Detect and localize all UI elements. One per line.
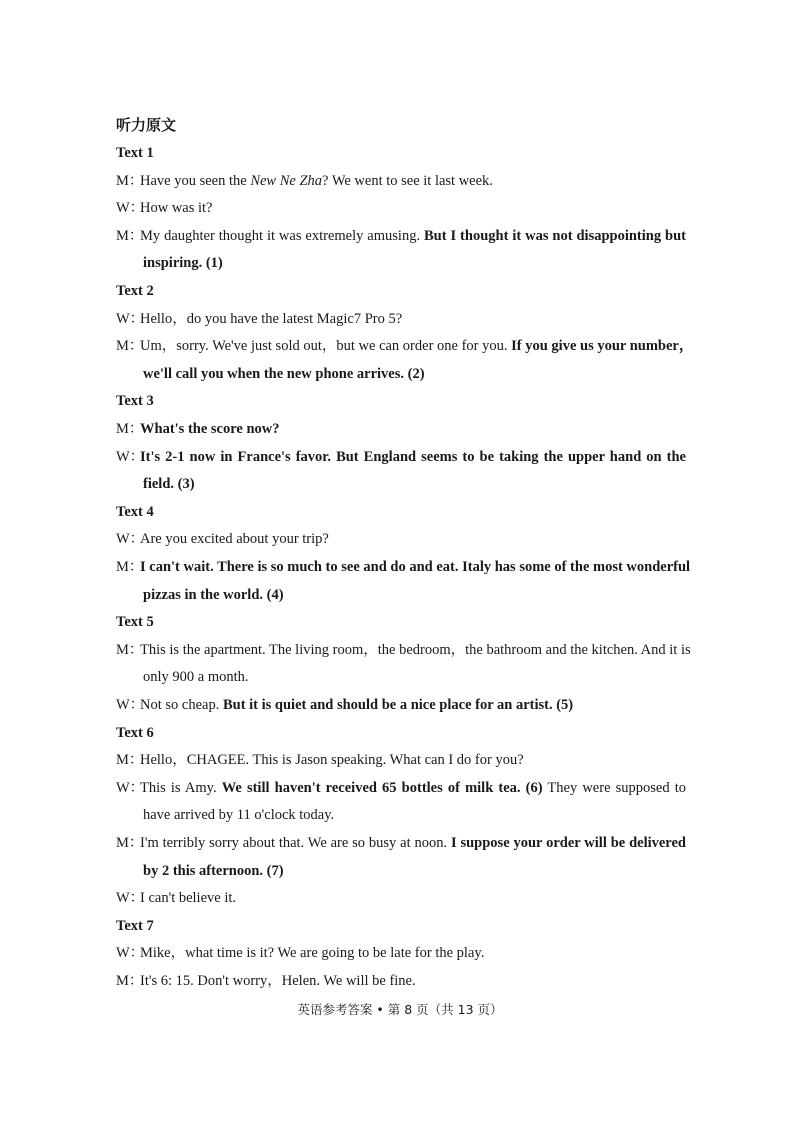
bold-answer-text: If you give us your number， (511, 338, 694, 354)
bold-answer-text: we'll call you when the new phone arrives. (2) (143, 366, 425, 382)
italic-title-text: New Ne Zha (250, 173, 323, 189)
bold-answer-text: I suppose your order will be delivered (450, 835, 686, 851)
bold-answer-text: inspiring. (1) (143, 255, 223, 271)
dialogue-line (140, 310, 402, 328)
dialogue-line (140, 420, 280, 438)
text-section-title: Text 3 (116, 393, 154, 409)
text-section-title: Text 4 (116, 504, 154, 520)
page-heading: 听力原文 (116, 116, 177, 134)
speaker-label: M： (116, 559, 144, 575)
dialogue-line (140, 199, 213, 217)
dialogue-line (140, 530, 329, 548)
dialogue-text: Are you excited about your trip? (140, 531, 329, 547)
bold-answer-text: It's 2-1 now in France's favor. But England seems to be taking the upper hand on the (140, 449, 686, 465)
dialogue-text: ? We went to see it last week. (322, 173, 493, 189)
speaker-label: M： (116, 642, 144, 658)
bold-answer-text: by 2 this afternoon. (7) (143, 863, 284, 879)
dialogue-text: Have you seen the (140, 173, 251, 189)
dialogue-line (140, 172, 493, 190)
text-section-title: Text 1 (116, 145, 154, 161)
bold-answer-text: field. (3) (143, 476, 195, 492)
dialogue-continuation (143, 668, 249, 686)
dialogue-continuation (143, 806, 334, 824)
dialogue-continuation (143, 254, 223, 272)
dialogue-continuation (143, 475, 195, 493)
bold-answer-text: We still haven't received 65 bottles of milk tea. (6) (221, 780, 543, 796)
speaker-label: M： (116, 228, 144, 244)
dialogue-line (140, 779, 686, 797)
dialogue-line (140, 641, 691, 659)
dialogue-text: have arrived by 11 o'clock today. (143, 807, 335, 823)
dialogue-continuation (143, 586, 284, 604)
dialogue-text: Not so cheap. (140, 697, 223, 713)
dialogue-line (140, 696, 573, 714)
dialogue-text: Um，sorry. We've just sold out，but we can order one for you. (140, 338, 512, 354)
page-footer: 英语参考答案 • 第 8 页（共 13 页） (297, 1002, 503, 1017)
dialogue-text: They were supposed to (542, 780, 686, 796)
speaker-label: M： (116, 338, 144, 354)
dialogue-line (140, 558, 691, 576)
speaker-label: W： (116, 200, 145, 216)
bold-answer-text: But I thought it was not disappointing but (424, 228, 686, 244)
dialogue-line (140, 448, 686, 466)
dialogue-text: only 900 a month. (143, 669, 249, 685)
dialogue-continuation (143, 365, 425, 383)
dialogue-line (140, 972, 416, 990)
speaker-label: M： (116, 835, 144, 851)
dialogue-text: I'm terribly sorry about that. We are so busy at noon. (140, 835, 451, 851)
text-section-title: Text 6 (116, 725, 154, 741)
dialogue-line (140, 751, 524, 769)
dialogue-line (140, 227, 686, 245)
dialogue-text: Mike，what time is it? We are going to be late for the play. (140, 945, 485, 961)
dialogue-text: My daughter thought it was extremely amusing. (140, 228, 424, 244)
bold-answer-text: What's the score now? (140, 421, 280, 437)
dialogue-line (140, 337, 694, 355)
speaker-label: W： (116, 697, 145, 713)
bold-answer-text: I can't wait. There is so much to see and do and eat. Italy has some of the most wonderful (140, 559, 691, 575)
dialogue-continuation (143, 862, 284, 880)
dialogue-text: This is Amy. (140, 780, 222, 796)
bold-answer-text: pizzas in the world. (4) (143, 587, 284, 603)
speaker-label: M： (116, 973, 144, 989)
speaker-label: M： (116, 173, 144, 189)
dialogue-text: How was it? (140, 200, 213, 216)
bold-answer-text: But it is quiet and should be a nice place for an artist. (5) (222, 697, 574, 713)
speaker-label: W： (116, 449, 145, 465)
speaker-label: M： (116, 752, 144, 768)
dialogue-text: Hello，CHAGEE. This is Jason speaking. What can I do for you? (140, 752, 524, 768)
dialogue-text: Hello，do you have the latest Magic7 Pro 5? (140, 311, 403, 327)
speaker-label: M： (116, 421, 144, 437)
dialogue-text: It's 6: 15. Don't worry，Helen. We will be fine. (140, 973, 416, 989)
dialogue-line (140, 944, 484, 962)
dialogue-text: I can't believe it. (140, 890, 237, 906)
speaker-label: W： (116, 311, 145, 327)
speaker-label: W： (116, 531, 145, 547)
text-section-title: Text 7 (116, 918, 154, 934)
speaker-label: W： (116, 780, 145, 796)
speaker-label: W： (116, 945, 145, 961)
speaker-label: W： (116, 890, 145, 906)
dialogue-text: This is the apartment. The living room，the bedroom，the bathroom and the kitchen. And it is (140, 642, 691, 658)
text-section-title: Text 2 (116, 283, 154, 299)
dialogue-line (140, 834, 686, 852)
text-section-title: Text 5 (116, 614, 154, 630)
dialogue-line (140, 889, 236, 907)
